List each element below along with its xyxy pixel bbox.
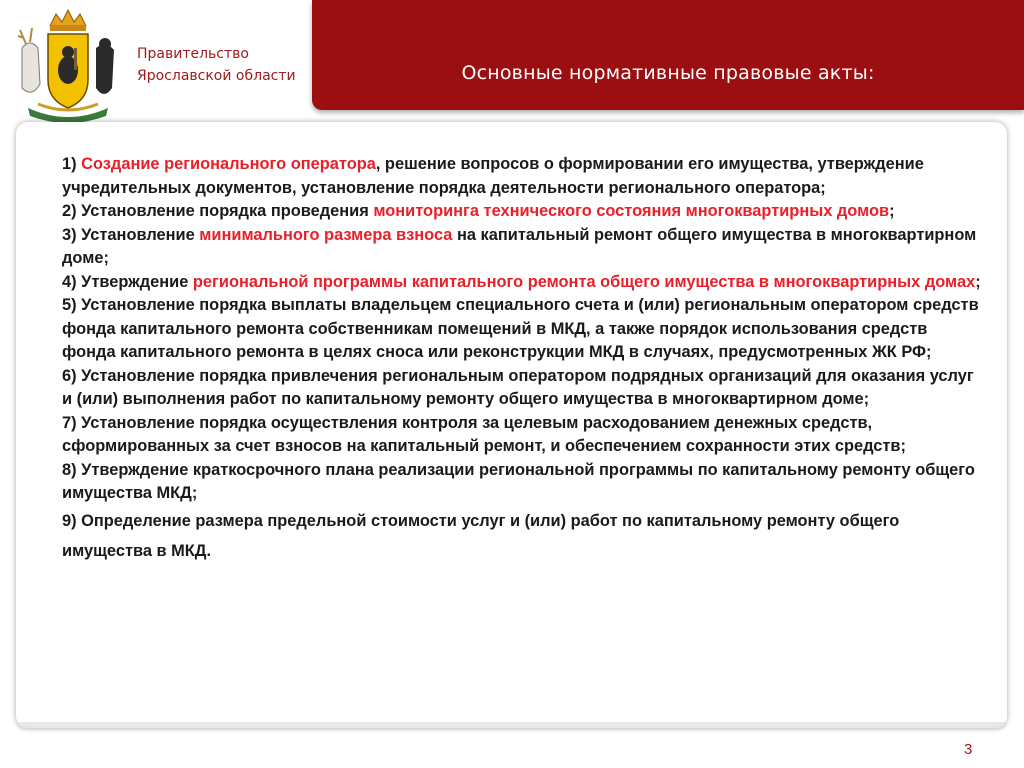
card-shadow [16,722,1007,730]
highlighted-text: региональной программы капитального ремонта общего имущества в многоквартирных домах [192,272,976,291]
item-text: 4) Утверждение [62,272,193,291]
item-text: на капитальный ремонт общего имущества в многоквартирном доме; [62,225,977,267]
item-text: 9) Определение размера предельной стоимости услуг и (или) работ по капитальному ремонту общего имущества в МКД. [62,511,900,560]
item-text: 3) Установление [62,225,200,244]
item-text: 8) Утверждение краткосрочного плана реализации региональной программы по капитальному ремонту общего имущества МКД; [62,460,975,502]
page-number: 3 [964,741,973,758]
act-item-7 [62,412,982,459]
organization-name [137,43,296,87]
act-item-4 [62,271,982,295]
acts-list [62,153,982,566]
item-text: 6) Установление порядка привлечения региональным оператором подрядных организаций для оказания услуг и (или) выполнения работ по капитальному ремонту общего имущества в многоквартирном доме; [62,366,974,408]
act-item-5 [62,294,982,365]
coat-of-arms-icon [8,8,128,126]
item-text: 1) [62,155,82,173]
act-item-6 [62,365,982,412]
item-text: 5) Установление порядка выплаты владельцем специального счета и (или) региональным оператором средств фонда капитального ремонта собственникам помещений в МКД, а также порядок использования средств фонда капитального ремонта в целях сноса или реконструкции МКД в случаях, предусмотренных ЖК РФ; [62,296,979,361]
act-item-1 [62,153,982,200]
item-text: ; [975,272,981,291]
page-title: Основные нормативные правовые акты: [461,62,875,84]
act-item-2 [62,200,982,224]
highlighted-text: Создание регионального оператора [81,155,376,173]
act-item-8 [62,459,982,506]
title-banner [312,0,1024,110]
item-text: ; [889,202,895,220]
org-name-line1: Правительство [137,46,249,62]
act-item-9 [62,506,982,566]
item-text: 2) Установление порядка проведения [62,202,374,220]
highlighted-text: минимального размера взноса [199,225,453,244]
highlighted-text: мониторинга технического состояния многоквартирных домов [373,202,890,220]
act-item-3 [62,224,982,271]
org-name-line2: Ярославской области [137,68,296,84]
item-text: 7) Установление порядка осуществления контроля за целевым расходованием денежных средств, сформированных за счет взносов на капитальный ремонт, и обеспечением сохранности этих средств; [62,413,906,455]
item-text: , решение вопросов о формировании его имущества, утверждение учредительных документов, установление порядка деятельности регионального оператора; [62,155,924,197]
